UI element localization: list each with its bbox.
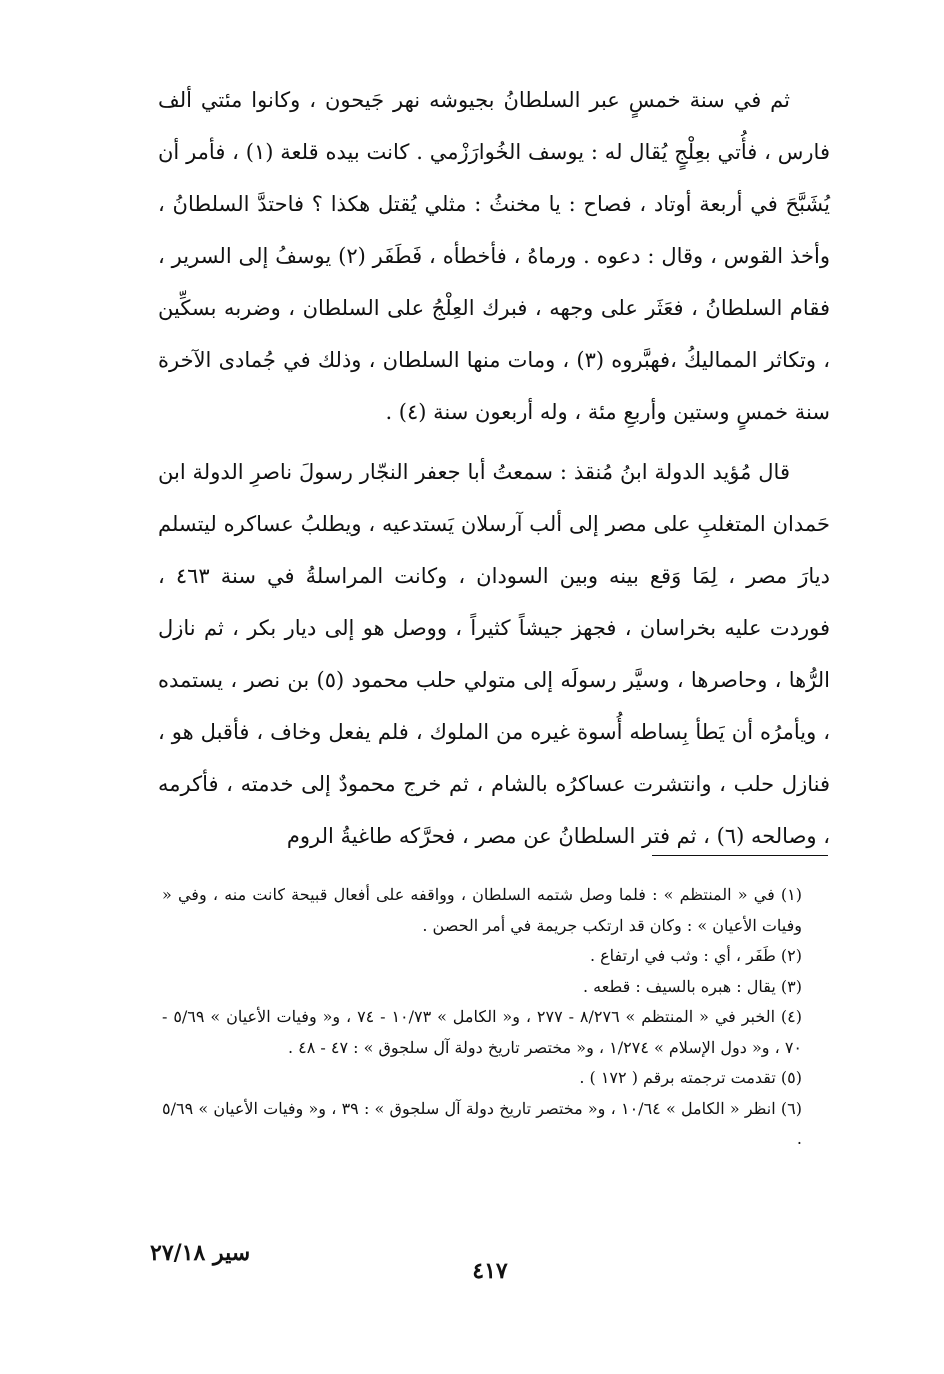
footnote: (٤) الخبر في « المنتظم » ٨/٢٧٦ - ٢٧٧ ، و« الكامل » ١٠/٧٣ - ٧٤ ، و« وفيات الأعيان » ٥/٦٩ - ٧٠ ، و« دول الإسلام » ١/٢٧٤ ، و« مختصر تاريخ دولة آل سلجوق » : ٤٧ - ٤٨ . bbox=[162, 1007, 802, 1057]
footnote-separator bbox=[652, 855, 828, 856]
footnote: (٥) تقدمت ترجمته برقم ( ١٧٢ ) . bbox=[579, 1068, 802, 1087]
footnote: (١) في « المنتظم » : فلما وصل شتمه السلطان ، وواقفه على أفعال قبيحة كانت منه ، وفي « وفيات الأعيان » : وكان قد ارتكب جريمة في أمر الحصن . bbox=[162, 885, 802, 935]
footnote: (٣) يقال : هبره بالسيف : قطعه . bbox=[582, 976, 802, 996]
paragraph: قال مُؤيد الدولة ابنُ مُنقذ : سمعتُ أبا جعفر النجّار رسولَ ناصرِ الدولة ابن حَمدان المتغلبِ على مصر إلى ألب آرسلان يَستدعيه ، ويطلبُ عساكره ليتسلم ديارَ مصر ، لِمَا وَقع بينه وبين السودان ، وكانت المراسلةُ في سنة ٤٦٣ ، فوردت عليه بخراسان ، فجهز جيشاً كثيراً ، ووصل هو إلى ديار بكر ، ثم نازل الرُّها ، وحاصرها ، وسيَّر رسولَه إلى متولي حلب محمود (٥) بن نصر ، يستمده ، ويأمرُه أن يَطأ بِساطه أُسوة غيره من الملوك ، فلم يفعل وخاف ، فأقبل هو ، فنازل حلب ، وانتشرت عساكرُه بالشام ، ثم خرج محمودٌ إلى خدمته ، فأكرمه ، وصالحه (٦) ، ثم فتر السلطانُ عن مصر ، فحرَّكه طاغيةُ الروم bbox=[158, 460, 830, 848]
footnote: (٢) طَفَر ، أي : وثب في ارتفاع . bbox=[589, 946, 802, 965]
main-text bbox=[158, 74, 830, 870]
footnote: (٦) انظر « الكامل » ١٠/٦٤ ، و« مختصر تاريخ دولة آل سلجوق » : ٣٩ ، و« وفيات الأعيان » ٥/٦٩ . bbox=[162, 1098, 802, 1148]
page-number: ٤١٧ bbox=[472, 1258, 508, 1284]
paragraph: ثم في سنة خمسٍ عبر السلطانُ بجيوشه نهر جَيحون ، وكانوا مئتي ألف فارس ، فأُتي بعِلْجٍ يُقال له : يوسف الخُوارَزْمي . كانت بيده قلعة (١) ، فأمر أن يُشَبَّحَ في أربعة أوتاد ، فصاح : يا مخنثُ : مثلي يُقتل هكذا ؟ فاحتدَّ السلطانُ ، وأخذ القوس ، وقال : دعوه . ورماهُ ، فأخطأه ، فَطَفَر (٢) يوسفُ إلى السرير ، فقام السلطانُ ، فعَثَر على وجهه ، فبرك العِلْجُ على السلطان ، وضربه بسكِّين ، وتكاثر المماليكُ ،فهبَّروه (٣) ، ومات منها السلطان ، وذلك في جُمادى الآخرة سنة خمسٍ وستين وأربعِ مئة ، وله أربعون سنة (٤) . bbox=[158, 88, 831, 424]
footnotes bbox=[162, 880, 830, 1155]
signature-mark: سير ٢٧/١٨ bbox=[150, 1240, 251, 1266]
